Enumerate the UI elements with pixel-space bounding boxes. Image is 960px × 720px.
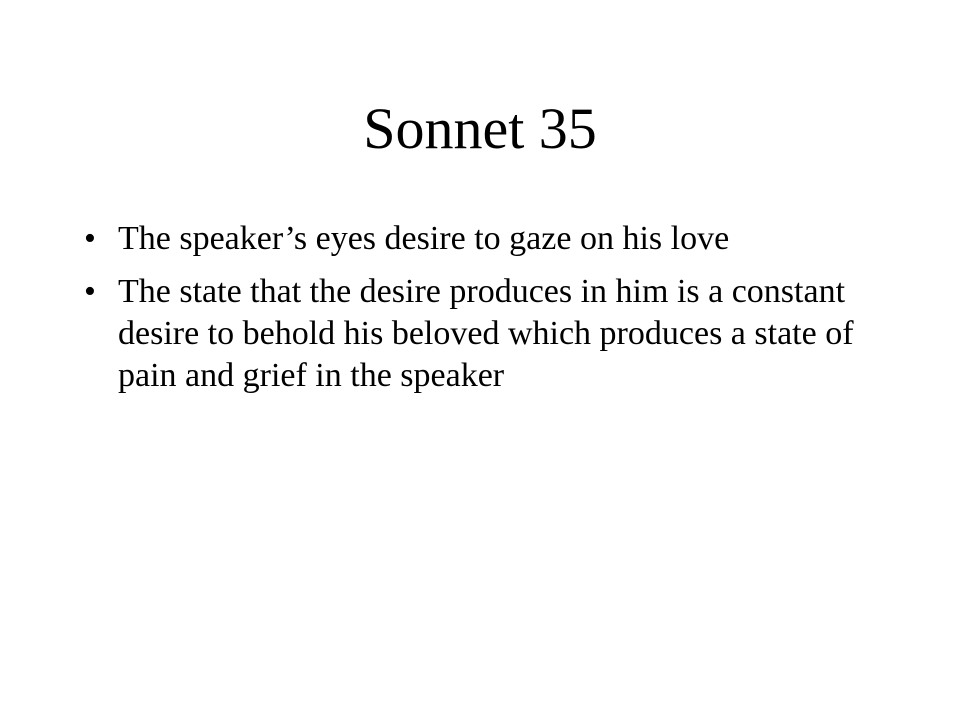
bullet-item-1 <box>84 218 884 260</box>
bullet-text: The state that the desire produces in him is a constant desire to behold his beloved which produces a state of pain and grief in the speaker <box>118 273 854 394</box>
bullet-icon: • <box>84 273 96 310</box>
slide-title: Sonnet 35 <box>363 96 597 161</box>
bullet-icon: • <box>84 220 96 257</box>
bullet-list <box>84 218 884 408</box>
bullet-text: The speaker’s eyes desire to gaze on his love <box>118 220 730 257</box>
bullet-item-2 <box>84 271 884 397</box>
